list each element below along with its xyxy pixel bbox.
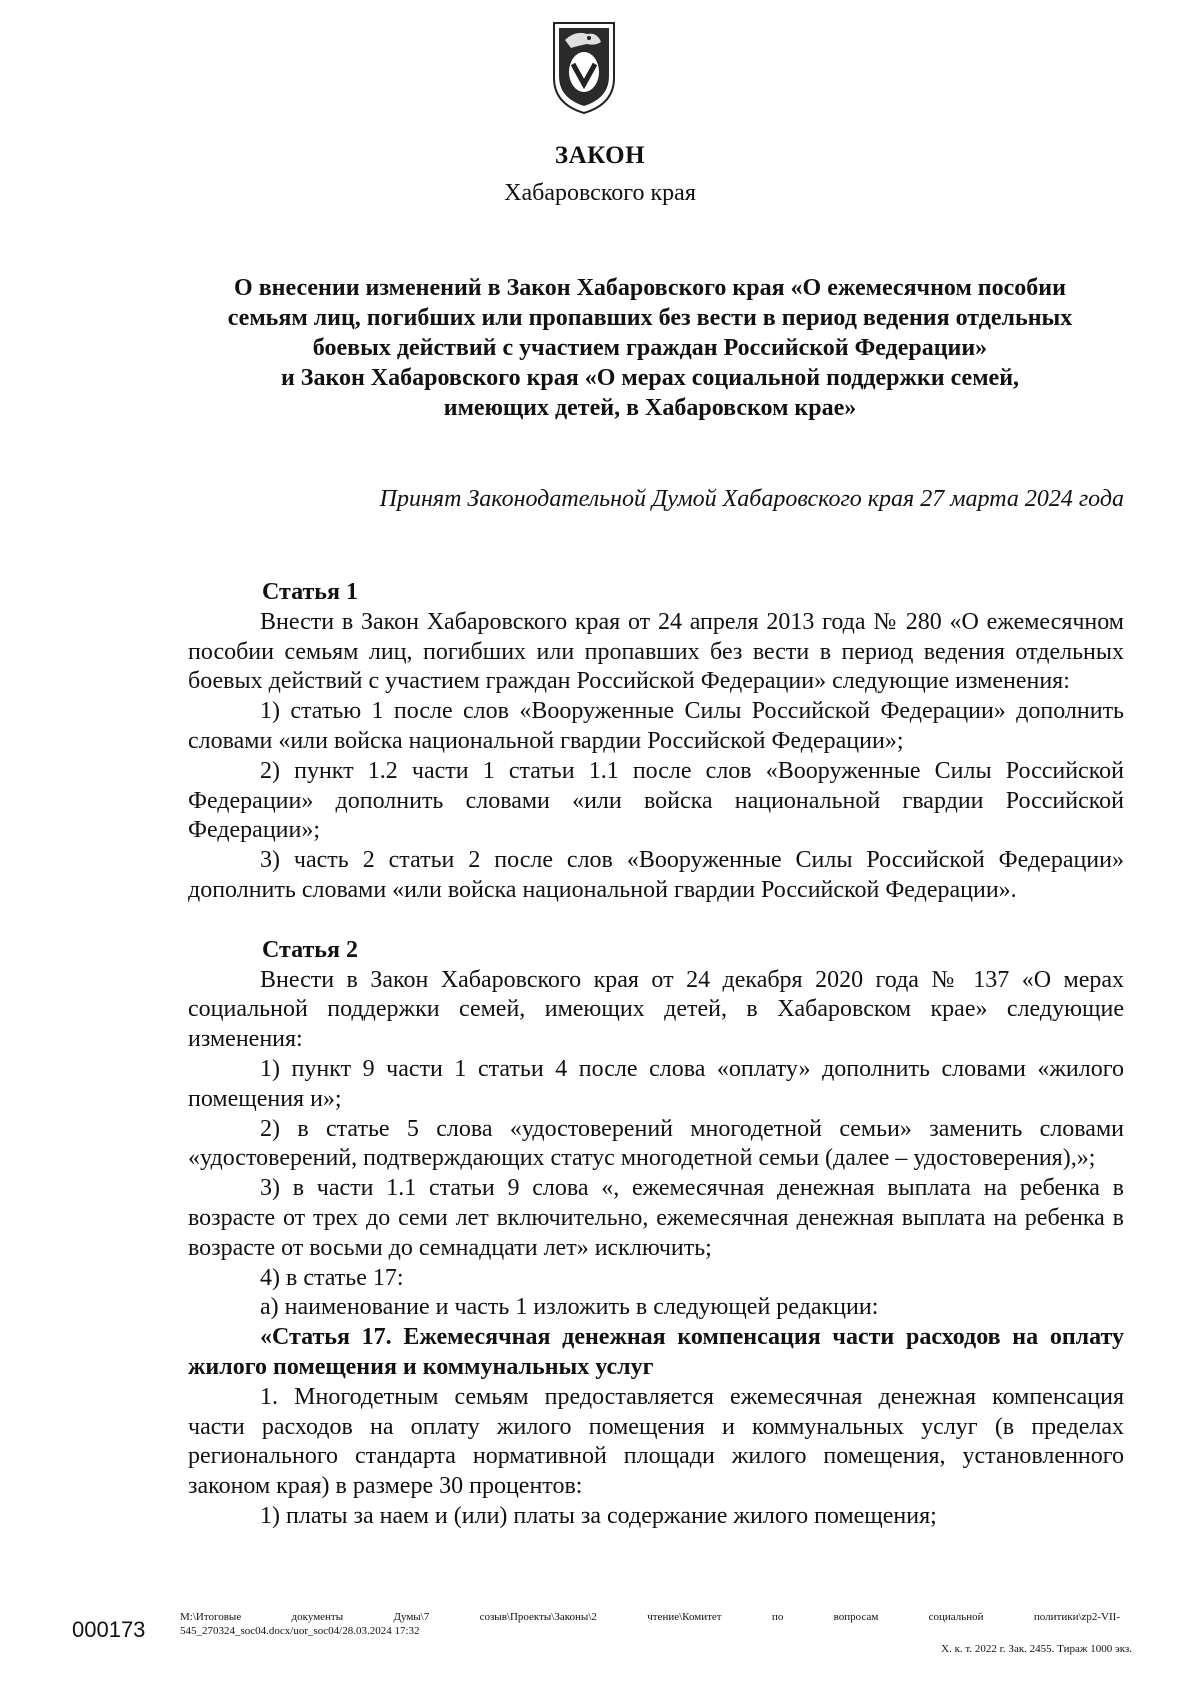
article-1-item: 3) часть 2 статьи 2 после слов «Вооруженные Силы Российской Федерации» дополнить словами «или войска национальной гвардии Российской Федерации». xyxy=(188,847,1124,903)
article-2-item: 4) в статье 17: xyxy=(260,1264,404,1291)
title-line: и Закон Хабаровского края «О мерах социальной поддержки семей, xyxy=(280,365,1020,391)
article-1-intro: Внести в Закон Хабаровского края от 24 апреля 2013 года № 280 «О ежемесячном пособии семьям лиц, погибших или пропавших без вести в период ведения отдельных боевых действий с участием граждан Российской Федерации» следующие изменения: xyxy=(188,608,1124,695)
article-2-heading: Статья 2 xyxy=(262,936,358,963)
coat-of-arms-icon xyxy=(551,20,617,116)
document-number: 000173 xyxy=(72,1617,146,1642)
file-path xyxy=(180,1610,1120,1638)
adoption-note: Принят Законодательной Думой Хабаровского края 27 марта 2024 года xyxy=(379,486,1124,512)
title-line: боевых действий с участием граждан Российской Федерации» xyxy=(312,335,988,361)
quoted-item: 1) платы за наем и (или) платы за содержание жилого помещения; xyxy=(260,1502,937,1529)
file-path-line: 545_270324_soc04.docx/uor_soc04/28.03.2024 17:32 xyxy=(180,1625,420,1637)
law-title: ЗАКОН xyxy=(554,142,646,169)
article-1-item: 2) пункт 1.2 части 1 статьи 1.1 после слов «Вооруженные Силы Российской Федерации» дополнить словами «или войска национальной гвардии Российской Федерации»; xyxy=(188,757,1124,844)
article-2-item: 2) в статье 5 слова «удостоверений многодетной семьи» заменить словами «удостоверений, подтверждающих статус многодетной семьи (далее – удостоверения),»; xyxy=(188,1115,1124,1172)
title-line: О внесении изменений в Закон Хабаровского края «О ежемесячном пособии xyxy=(234,275,1066,301)
print-info: Х. к. т. 2022 г. Зак. 2455. Тираж 1000 экз. xyxy=(941,1643,1132,1655)
article-2-item: 1) пункт 9 части 1 статьи 4 после слова «оплату» дополнить словами «жилого помещения и»; xyxy=(188,1055,1124,1112)
article-2-item: а) наименование и часть 1 изложить в следующей редакции: xyxy=(260,1294,879,1321)
document-title xyxy=(180,273,1120,423)
law-region: Хабаровского края xyxy=(504,180,696,206)
quoted-article-heading: «Статья 17. Ежемесячная денежная компенсация части расходов на оплату жилого помещения и коммунальных услуг xyxy=(188,1324,1124,1380)
title-line: имеющих детей, в Хабаровском крае» xyxy=(443,395,857,421)
file-path-line: M:\Итоговые документы Думы\7 созыв\Проекты\Законы\2 чтение\Комитет по вопросам социальной политики\zp2-VII- xyxy=(180,1611,1120,1623)
title-line: семьям лиц, погибших или пропавших без вести в период ведения отдельных xyxy=(227,305,1073,331)
law-body xyxy=(188,578,1124,1532)
article-1-heading: Статья 1 xyxy=(262,579,358,605)
quoted-paragraph: 1. Многодетным семьям предоставляется ежемесячная денежная компенсация части расходов на оплату жилого помещения и коммунальных услуг (в пределах регионального стандарта нормативной площади жилого помещения, установленного законом края) в размере 30 процентов: xyxy=(188,1383,1124,1500)
article-1-item: 1) статью 1 после слов «Вооруженные Силы Российской Федерации» дополнить словами «или войска национальной гвардии Российской Федерации»; xyxy=(188,698,1124,754)
article-2-intro: Внести в Закон Хабаровского края от 24 декабря 2020 года № 137 «О мерах социальной поддержки семей, имеющих детей, в Хабаровском крае» следующие изменения: xyxy=(188,966,1124,1053)
article-2-item: 3) в части 1.1 статьи 9 слова «, ежемесячная денежная выплата на ребенка в возрасте от трех до семи лет включительно, ежемесячная денежная выплата на ребенка в возрасте от восьми до семнадцати лет» исключить; xyxy=(188,1175,1124,1261)
